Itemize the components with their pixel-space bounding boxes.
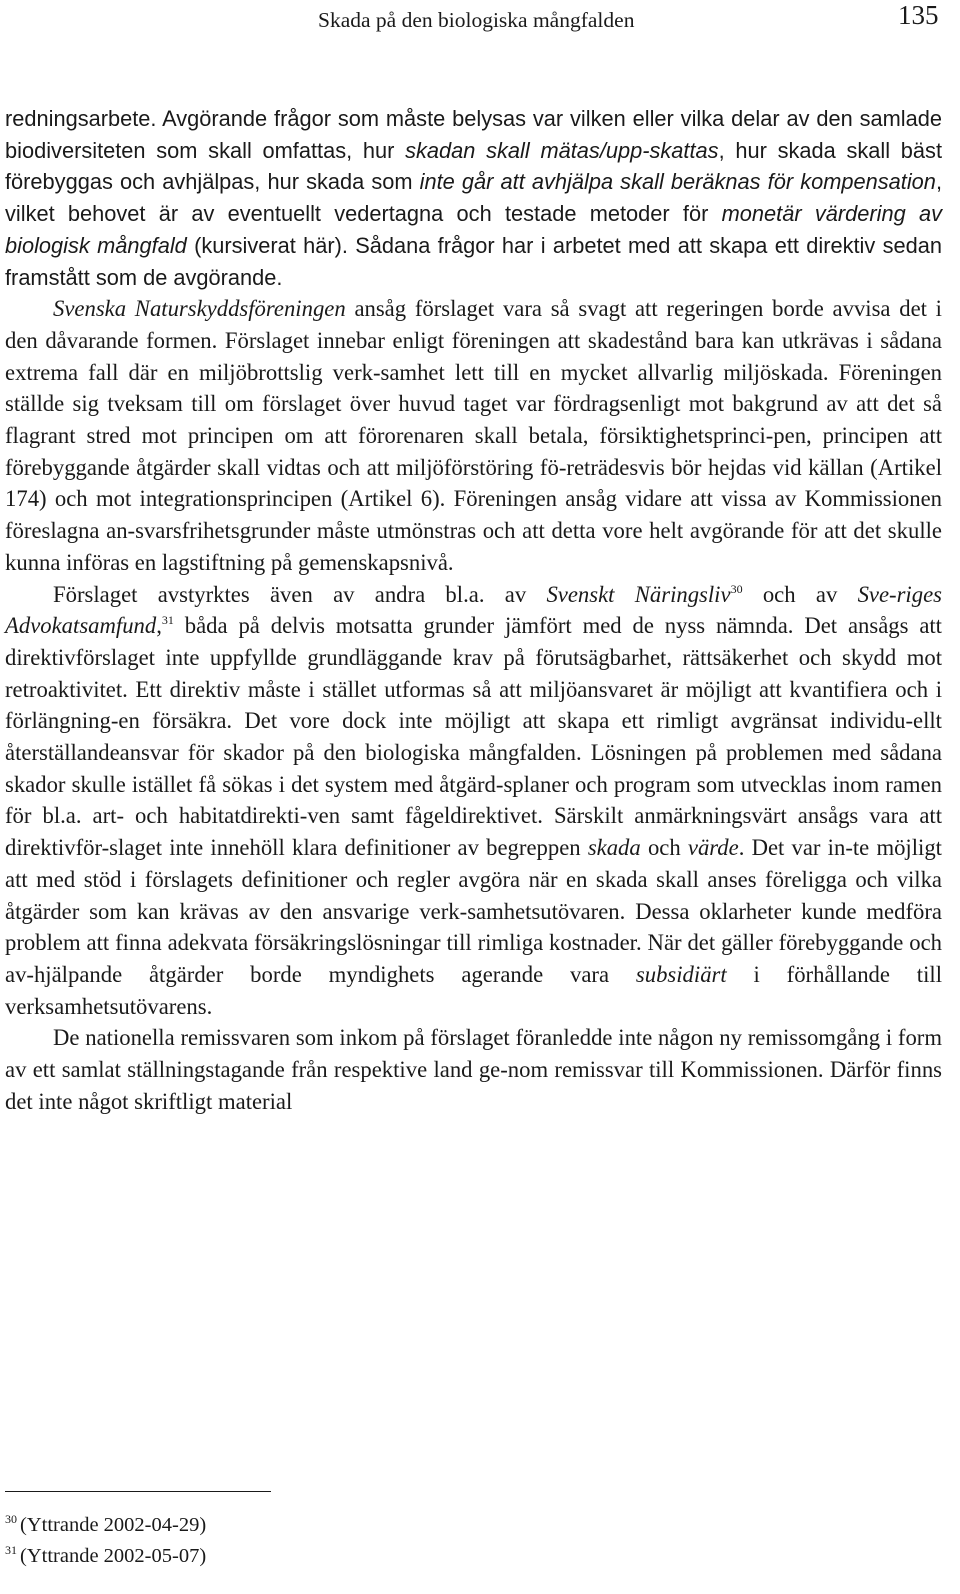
text-run: (kursiverat här). Sådana frågor har i arbetet med att skapa ett direktiv sedan framstått som de avgörande.	[5, 232, 942, 290]
italic-run: inte går att avhjälpa skall beräknas för kompensation	[419, 169, 936, 195]
italic-run: skada	[587, 835, 641, 861]
footnote-text: (Yttrande 2002-05-07)	[20, 1545, 207, 1567]
footnote-30	[5, 1510, 206, 1541]
footnote-ref-31[interactable]: 31	[161, 613, 174, 628]
text-run: och	[640, 835, 688, 861]
footnotes	[5, 1510, 206, 1572]
text-run: Förslaget avstyrktes även av andra bl.a. av	[53, 581, 547, 607]
page-header	[0, 0, 960, 60]
text-run: och av	[742, 581, 858, 607]
footnote-number: 30	[5, 1512, 17, 1526]
italic-run: skadan skall mätas/upp-skattas	[405, 137, 719, 163]
footnote-ref-30[interactable]: 30	[730, 581, 743, 596]
italic-run: värde	[687, 835, 739, 861]
body-text	[5, 103, 942, 1118]
text-run: , hur skada skall bäst förebyggas och avhjälpas, hur skada som	[5, 137, 942, 195]
italic-run: subsidiärt	[635, 961, 727, 987]
paragraph-4	[5, 1022, 942, 1117]
italic-run: Svenskt Näringsliv	[546, 581, 731, 607]
text-run: i förhållande till verksamhetsutövarens.	[5, 961, 943, 1019]
page-number: 135	[898, 0, 939, 30]
footnote-number: 31	[5, 1543, 17, 1557]
text-run: De nationella remissvaren som inkom på förslaget föranledde inte någon ny remissomgång i form av ett samlat ställningstagande från respektive land ge-nom remissvar till Kommissionen. Därför finns det inte något skriftligt material	[5, 1025, 942, 1114]
italic-run: Sve-riges Advokatsamfund	[5, 581, 942, 639]
running-title: Skada på den biologiska mångfalden	[318, 8, 635, 32]
footnote-text: (Yttrande 2002-04-29)	[20, 1514, 207, 1536]
paragraph-2	[5, 293, 942, 578]
text-run: ,	[156, 613, 162, 639]
footnote-divider	[5, 1491, 271, 1492]
italic-run: monetär värdering av biologisk mångfald	[5, 201, 942, 258]
text-run: redningsarbete. Avgörande frågor som måste belysas var vilken eller vilka delar av den samlade biodiversiteten som skall omfattas, hur	[5, 106, 942, 163]
text-run: ansåg förslaget vara så svagt att regeringen borde avvisa det i den dåvarande formen. Förslaget innebar enligt föreningen att skadestånd bara kan utkrävas i sådana extrema fall där en miljöbrottslig verk-samhet lett till en mycket allvarlig miljöskada. Föreningen ställde sig tveksam till om förslaget över huvud taget var fördragsenligt mot bakgrund av att det så flagrant stred mot principen om att förorenaren skall betala, försiktighetsprinci-pen, principen att förebyggande åtgärder skall vidtas och att miljöförstöring fö-reträdesvis bör hejdas vid källan (Artikel 174) och mot integrationsprincipen (Artikel 6). Föreningen ansåg vidare att vissa av Kommissionen föreslagna an-svarsfrihetsgrunder måste utmönstras och att detta vore helt avgörande för att det skulle kunna införas en lagstiftning på gemenskapsnivå.	[5, 296, 942, 575]
text-run: . Det var in-te möjligt att med stöd i förslagets definitioner och regler avgöra när en skada skall anses föreligga och vilka åtgärder som kan krävas av den ansvarige verk-samhetsutövaren. Dessa oklarheter kunde medföra problem att finna adekvata försäkringslösningar till rimliga kostnader. När det gäller förebyggande och av-hjälpande åtgärder borde myndighets agerande vara	[5, 835, 942, 987]
italic-run: Svenska Naturskyddsföreningen	[53, 296, 346, 322]
text-run: båda på delvis motsatta grunder jämfört med de nyss nämnda. Det ansågs att direktivförslaget inte uppfyllde grundläggande krav på förutsägbarhet, rättsäkerhet och skydd mot retroaktivitet. Ett direktiv måste i stället utformas så att miljöansvaret är möjligt att kvantifiera och i förlängning-en försäkra. Det vore dock inte möjligt att skapa ett rimligt avgränsat individu-ellt återställandeansvar för skador på den biologiska mångfalden. Lösningen på problemen med sådana skador skulle istället få sökas i det system med åtgärd-splaner och program som utvecklas inom ramen för bl.a. art- och habitatdirekti-ven samt fågeldirektivet. Särskilt anmärkningsvärt ansågs vara att direktivför-slaget inte innehöll klara definitioner av begreppen	[5, 613, 942, 861]
paragraph-1	[5, 103, 942, 293]
paragraph-3	[5, 579, 942, 1023]
footnote-31	[5, 1541, 206, 1572]
text-run: , vilket behovet är av eventuellt vedertagna och testade metoder för	[5, 169, 942, 227]
